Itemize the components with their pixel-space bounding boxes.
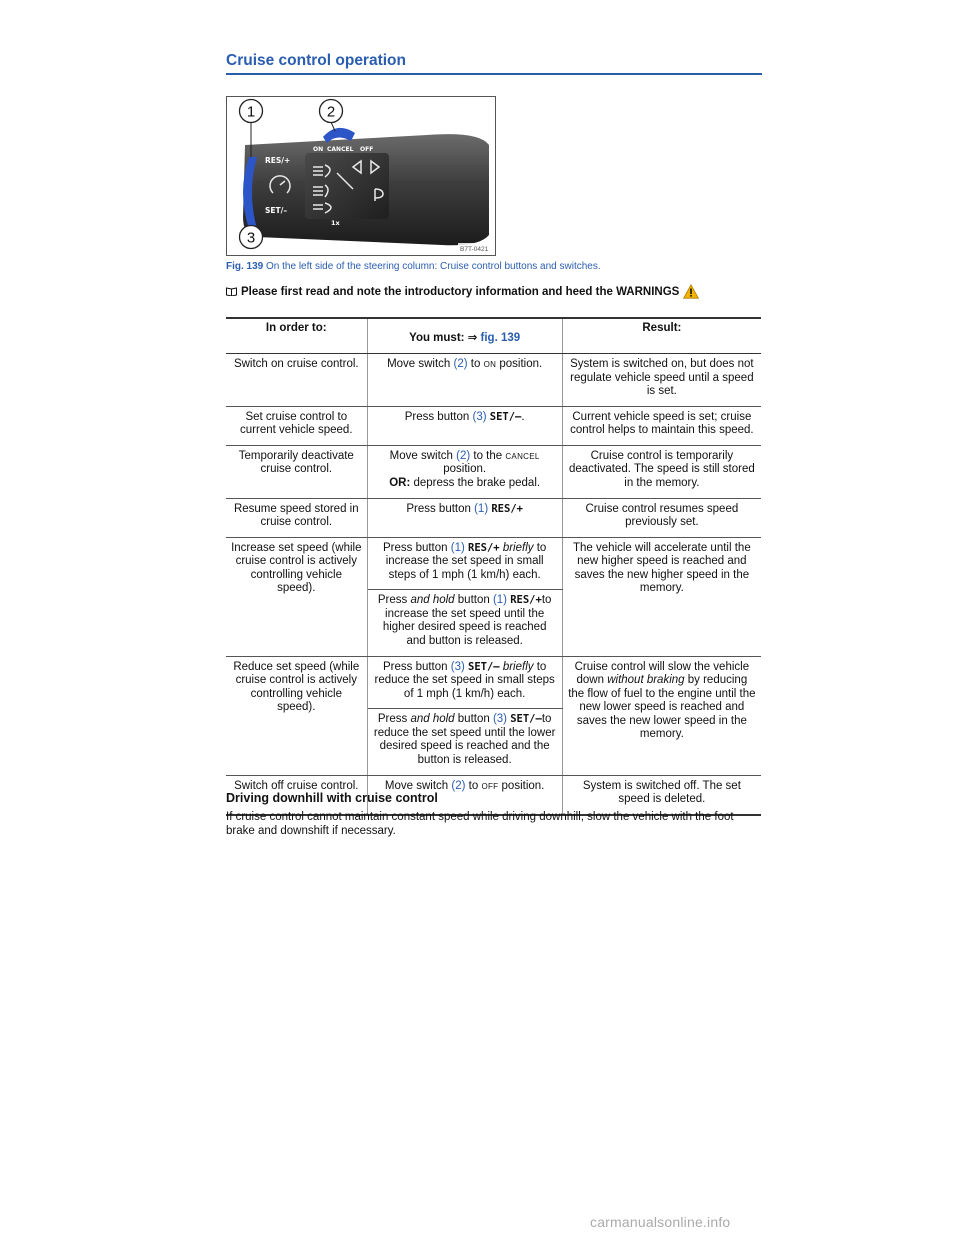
svg-text:1: 1 [246, 103, 256, 121]
figure-label: Fig. 139 [226, 261, 264, 272]
svg-text:2: 2 [326, 103, 336, 121]
result-cell: System is switched off. The set speed is deleted. [562, 775, 761, 815]
watermark: carmanualsonline.info [590, 1214, 731, 1230]
result-cell: The vehicle will accelerate until the new higher speed is reached and saves the new higher speed in the memory. [562, 537, 761, 656]
figure-caption-text: On the left side of the steering column: Cruise control buttons and switches. [263, 261, 601, 272]
action-cell: Press and hold button (3) SET/–to reduce the set speed until the lower desired speed is reached and the button is released. [367, 709, 562, 775]
section-text: If cruise control cannot maintain constant speed while driving downhill, slow the vehicle with the foot brake and downshift if necessary. [226, 811, 734, 837]
wiper-label: 1x [331, 219, 340, 227]
action-cell: Move switch (2) to ON position. [367, 354, 562, 407]
goal-cell: Reduce set speed (while cruise control is actively controlling vehicle speed). [226, 656, 367, 775]
table-row [226, 498, 761, 537]
result-cell: System is switched on, but does not regulate vehicle speed until a speed is set. [562, 354, 761, 407]
table-header-row [226, 318, 761, 354]
warning-icon [683, 284, 699, 299]
figure-code: B7T-0421 [460, 246, 489, 253]
action-cell: Press and hold button (1) RES/+to increase the set speed until the higher desired speed is reached and button is released. [367, 590, 562, 656]
table-row [226, 354, 761, 407]
action-cell: Press button (3) SET/– briefly to reduce the set speed in small steps of 1 mph (1 km/h) each. [367, 656, 562, 709]
read-note [226, 284, 699, 299]
res-label: RES/+ [265, 156, 291, 165]
cancel-label: CANCEL [327, 146, 354, 153]
operation-table [226, 317, 761, 816]
header-result: Result: [562, 318, 761, 354]
header-action: You must: ⇒ fig. 139 [367, 318, 562, 354]
header-goal: In order to: [226, 318, 367, 354]
action-cell: Press button (1) RES/+ briefly to increase the set speed in small steps of 1 mph (1 km/h) each. [367, 537, 562, 590]
goal-cell: Increase set speed (while cruise control is actively controlling vehicle speed). [226, 537, 367, 656]
table-row [226, 406, 761, 445]
action-cell: Press button (3) SET/–. [367, 406, 562, 445]
off-label: OFF [360, 146, 374, 153]
callout-3 [240, 226, 263, 249]
result-cell: Current vehicle speed is set; cruise control helps to maintain this speed. [562, 406, 761, 445]
read-note-text: Please first read and note the introductory information and heed the WARNINGS [241, 285, 680, 298]
goal-cell: Temporarily deactivate cruise control. [226, 445, 367, 498]
table-row [226, 445, 761, 498]
result-cell: Cruise control will slow the vehicle down without braking by reducing the flow of fuel to the engine until the new lower speed is reached and saves the new lower speed in the memory. [562, 656, 761, 775]
goal-cell: Resume speed stored in cruise control. [226, 498, 367, 537]
section-title: Driving downhill with cruise control [226, 791, 438, 805]
figure-link[interactable]: fig. 139 [480, 332, 521, 345]
page-title: Cruise control operation [226, 52, 762, 75]
result-cell: Cruise control resumes speed previously set. [562, 498, 761, 537]
table-row [226, 537, 761, 590]
goal-cell: Switch off cruise control. [226, 775, 367, 815]
table-row [226, 656, 761, 709]
figure-caption [226, 261, 601, 272]
on-label: ON [313, 146, 324, 153]
figure-steering-stalk [226, 96, 496, 256]
book-icon [226, 287, 237, 296]
stalk-illustration [227, 97, 495, 255]
action-cell: Press button (1) RES/+ [367, 498, 562, 537]
callout-2 [320, 100, 343, 123]
action-cell: Move switch (2) to OFF position. [367, 775, 562, 815]
goal-cell: Set cruise control to current vehicle speed. [226, 406, 367, 445]
result-cell: Cruise control is temporarily deactivated. The speed is still stored in the memory. [562, 445, 761, 498]
action-cell: Move switch (2) to the CANCEL position. OR: depress the brake pedal. [367, 445, 562, 498]
goal-cell: Switch on cruise control. [226, 354, 367, 407]
svg-text:3: 3 [246, 229, 256, 247]
set-label: SET/– [265, 206, 288, 215]
callout-1 [240, 100, 263, 123]
